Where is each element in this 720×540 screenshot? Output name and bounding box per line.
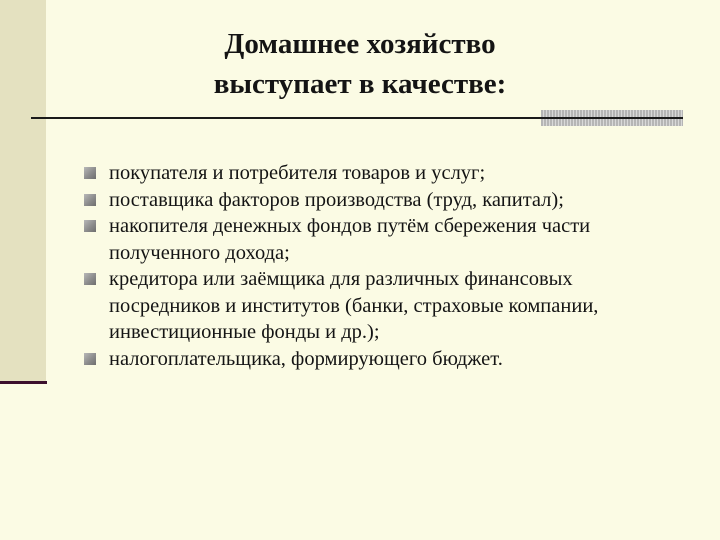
side-accent-line bbox=[0, 381, 47, 384]
bullet-text: накопителя денежных фондов путём сбережения части полученного дохода; bbox=[109, 215, 591, 264]
side-panel bbox=[0, 0, 46, 382]
bullet-text: налогоплательщика, формирующего бюджет. bbox=[109, 347, 503, 370]
bullet-text: поставщика факторов производства (труд, капитал); bbox=[109, 188, 564, 211]
square-bullet-icon bbox=[84, 194, 96, 206]
title-line-1: Домашнее хозяйство bbox=[224, 28, 496, 60]
list-item bbox=[84, 187, 684, 214]
list-item bbox=[84, 346, 684, 373]
square-bullet-icon bbox=[84, 167, 96, 179]
title-divider-bar-line bbox=[541, 117, 683, 119]
slide-title bbox=[60, 24, 660, 104]
bullet-text: покупателя и потребителя товаров и услуг; bbox=[109, 162, 486, 184]
title-divider bbox=[31, 117, 541, 119]
bullet-list bbox=[84, 160, 684, 372]
bullet-text: кредитора или заёмщика для различных финансовых посредников и институтов (банки, страховые компании, инвестиционные фонды и др.); bbox=[109, 268, 599, 343]
title-line-2: выступает в качестве: bbox=[213, 68, 507, 100]
list-item bbox=[84, 160, 684, 187]
list-item bbox=[84, 266, 684, 346]
list-item bbox=[84, 213, 684, 266]
square-bullet-icon bbox=[84, 353, 96, 365]
square-bullet-icon bbox=[84, 273, 96, 285]
square-bullet-icon bbox=[84, 220, 96, 232]
